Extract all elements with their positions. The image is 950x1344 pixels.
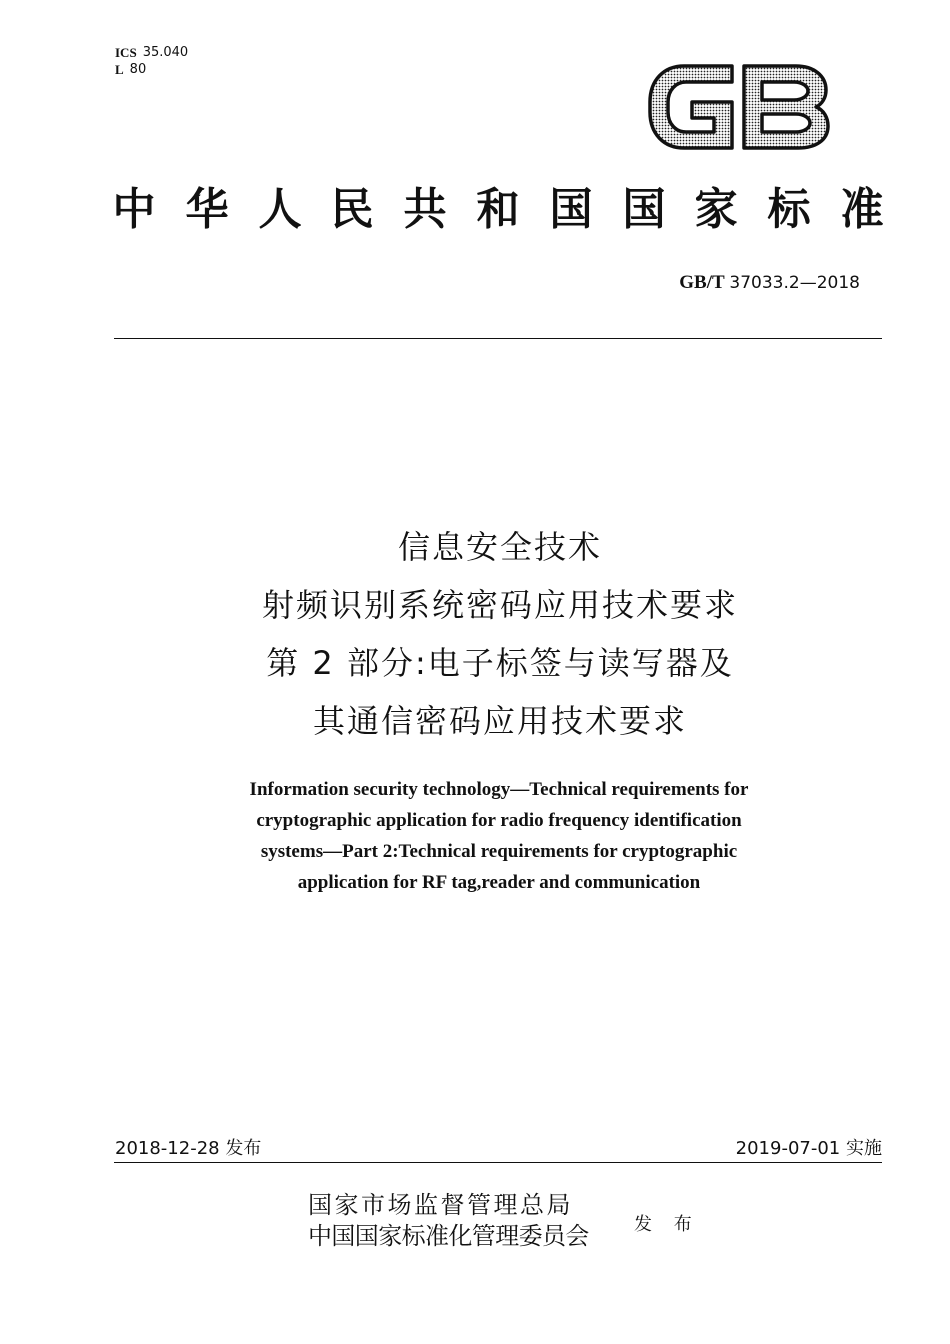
standard-name-char: 共	[403, 184, 447, 235]
classification-codes	[115, 44, 188, 78]
standard-code: GB/T	[679, 272, 725, 293]
issuing-authorities	[308, 1190, 589, 1252]
chinese-title-line: 信息安全技术	[397, 528, 602, 566]
publish-date: 2018-12-28 发布	[115, 1138, 262, 1159]
ccs-value: 80	[129, 62, 147, 77]
ics-label: ICS	[115, 45, 137, 60]
standard-name-char: 标	[767, 184, 811, 235]
standard-number-value: 37033.2—2018	[729, 273, 860, 293]
standard-name-char: 准	[840, 184, 884, 235]
bottom-divider	[114, 1162, 882, 1163]
standard-name-char: 国	[549, 184, 593, 235]
standard-name-char: 人	[258, 184, 302, 235]
standard-name	[112, 182, 884, 238]
chinese-title-line: 其通信密码应用技术要求	[312, 702, 687, 740]
gb-logo	[646, 58, 832, 154]
top-divider	[114, 338, 882, 339]
chinese-title	[0, 518, 950, 750]
standard-name-char: 家	[694, 184, 738, 235]
issuer-samr: 国家市场监督管理总局	[308, 1191, 573, 1219]
english-title-line: cryptographic application for radio frequency identification	[256, 810, 742, 831]
english-title-line: systems—Part 2:Technical requirements for cryptographic	[260, 841, 738, 862]
implementation-date: 2019-07-01 实施	[735, 1138, 882, 1159]
standard-name-char: 中	[112, 184, 156, 235]
standard-name-char: 国	[622, 184, 666, 235]
standard-name-char: 民	[330, 184, 374, 235]
ccs-label: L	[115, 62, 124, 77]
english-title-line: Information security technology—Technical requirements for	[249, 779, 749, 800]
chinese-title-line: 射频识别系统密码应用技术要求	[261, 586, 738, 624]
issue-label: 发 布	[634, 1214, 700, 1235]
ics-value: 35.040	[142, 45, 189, 60]
standard-name-char: 华	[185, 184, 229, 235]
standard-number	[679, 272, 860, 294]
chinese-title-line: 第 2 部分:电子标签与读写器及	[266, 644, 734, 682]
english-title	[0, 774, 950, 898]
issuer-sac: 中国国家标准化管理委员会	[308, 1222, 589, 1250]
english-title-line: application for RF tag,reader and communication	[297, 872, 701, 893]
standard-name-char: 和	[476, 184, 520, 235]
